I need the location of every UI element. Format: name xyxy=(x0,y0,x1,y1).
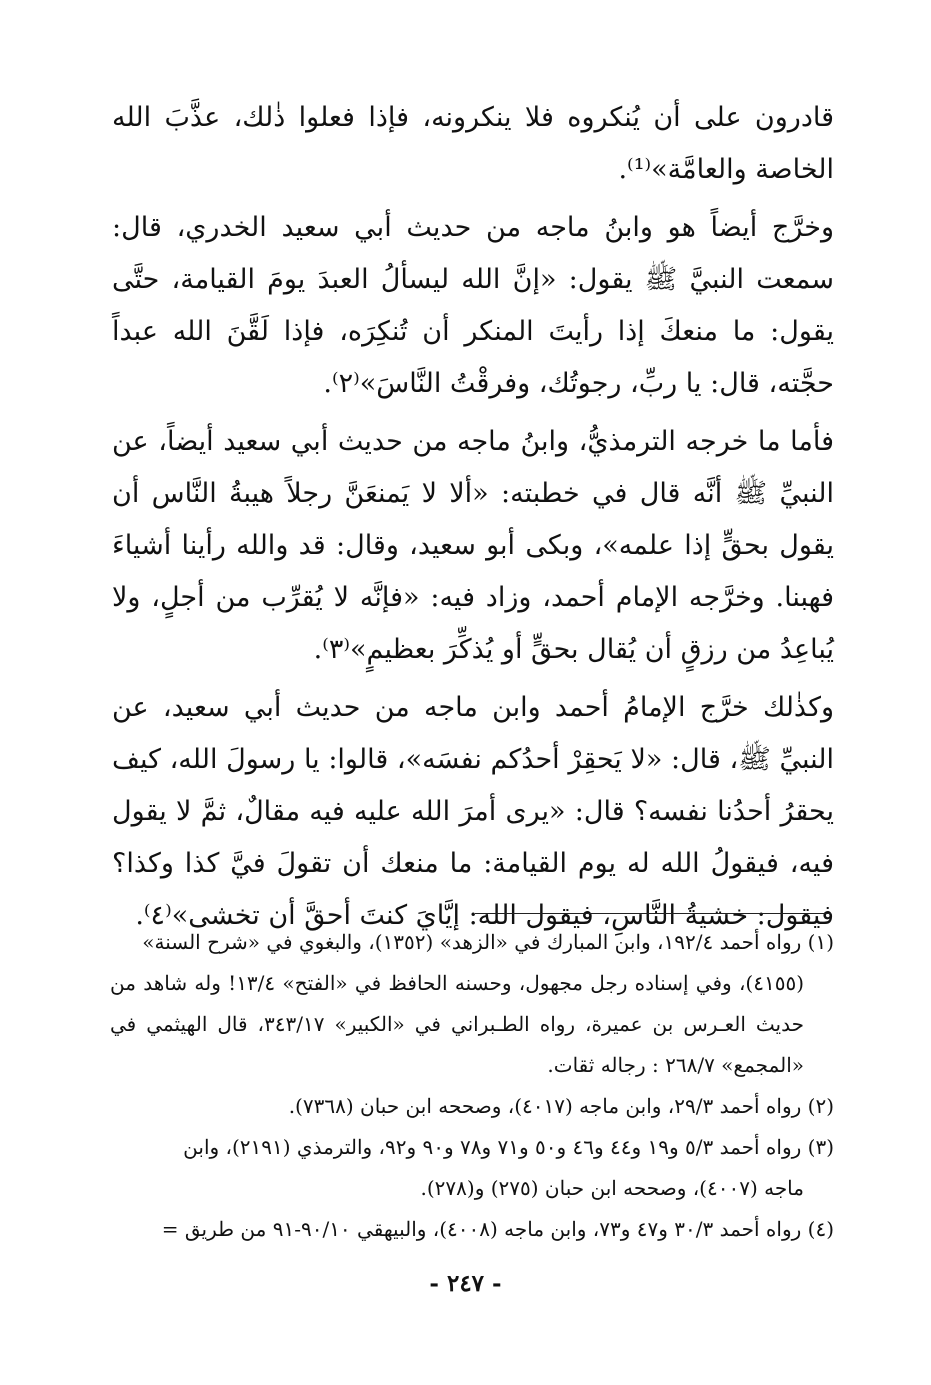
paragraph: فأما ما خرجه الترمذيُّ، وابنُ ماجه من حديث أبي سعيد أيضاً، عن النبيِّ ﷺ أنَّه قال في خطبته: «ألا لا يَمنعَنَّ رجلاً هيبةُ النَّاس أن يقول بحقٍّ إذا علمه»، وبكى أبو سعيد، وقال: قد والله رأينا أشياءَ فهبنا. وخرَّجه الإمام أحمد، وزاد فيه: «فإنَّه لا يُقرِّب من أجلٍ، ولا يُباعِدُ من رزقٍ أن يُقال بحقٍّ أو يُذكِّرَ بعظيمٍ»⁽٣⁾. xyxy=(112,426,834,665)
footnotes xyxy=(110,922,834,1250)
footnote-continuation: (٤١٥٥)، وفي إسناده رجل مجهول، وحسنه الحافظ في «الفتح» ١٣/٤! وله شاهد من حديث العـرس بن عميرة، رواه الطـبراني في «الكبير» ٣٤٣/١٧، قال الهيثمي في «المجمع» ٢٦٨/٧ : رجاله ثقات. xyxy=(110,971,804,1077)
paragraph: وكذٰلك خرَّج الإمامُ أحمد وابن ماجه من حديث أبي سعيد، عن النبيِّ ﷺ، قال: «لا يَحقِرْ أحدُكم نفسَه»، قالوا: يا رسولَ الله، كيف يحقرُ أحدُنا نفسه؟ قال: «يرى أمرَ الله عليه فيه مقالٌ، ثمَّ لا يقول فيه، فيقولُ الله له يوم القيامة: ما منعك أن تقولَ فيَّ كذا وكذا؟ فيقول: خشيةُ النَّاسِ، فيقول الله: إيَّايَ كنتَ أحقَّ أن تخشى»⁽٤⁾. xyxy=(112,692,834,931)
footnote-text: (٤) رواه أحمد ٣٠/٣ و٤٧ و٧٣، وابن ماجه (٤٠٠٨)، والبيهقي ٩٠/١٠-٩١ من طريق = xyxy=(161,1217,834,1241)
footnote-continuation: ماجه (٤٠٠٧)، وصححه ابن حبان (٢٧٥) و(٢٧٨). xyxy=(420,1176,804,1200)
footnote xyxy=(110,1086,834,1127)
footnote xyxy=(110,922,834,963)
paragraph: وخرَّج أيضاً هو وابنُ ماجه من حديث أبي سعيد الخدري، قال: سمعت النبيَّ ﷺ يقول: «إنَّ الله ليسألُ العبدَ يومَ القيامة، حتَّى يقول: ما منعكَ إذا رأيتَ المنكر أن تُنكِرَه، فإذا لَقَّنَ الله عبداً حجَّته، قال: يا ربِّ، رجوتُك، وفرقْتُ النَّاسَ»⁽٢⁾. xyxy=(112,212,834,399)
paragraph: قادرون على أن يُنكروه فلا ينكرونه، فإذا فعلوا ذٰلك، عذَّبَ الله الخاصة والعامَّة»⁽¹⁾. xyxy=(112,102,834,185)
footnote-text: (١) رواه أحمد ١٩٢/٤، وابن المبارك في «الزهد» (١٣٥٢)، والبغوي في «شرح السنة» xyxy=(142,930,834,954)
footnote xyxy=(110,1209,834,1250)
page-number: - ٢٤٧ - xyxy=(429,1270,502,1297)
footnote xyxy=(110,1127,834,1168)
footnote-text: (٣) رواه أحمد ٥/٣ و١٩ و٤٤ و٤٦ و٥٠ و٧١ و٧٨ و٩٠ و٩٢، والترمذي (٢١٩١)، وابن xyxy=(183,1135,834,1159)
footnote-text: (٢) رواه أحمد ٢٩/٣، وابن ماجه (٤٠١٧)، وصححه ابن حبان (٧٣٦٨). xyxy=(288,1094,834,1118)
footnote-separator xyxy=(475,913,831,914)
main-text xyxy=(112,92,834,942)
